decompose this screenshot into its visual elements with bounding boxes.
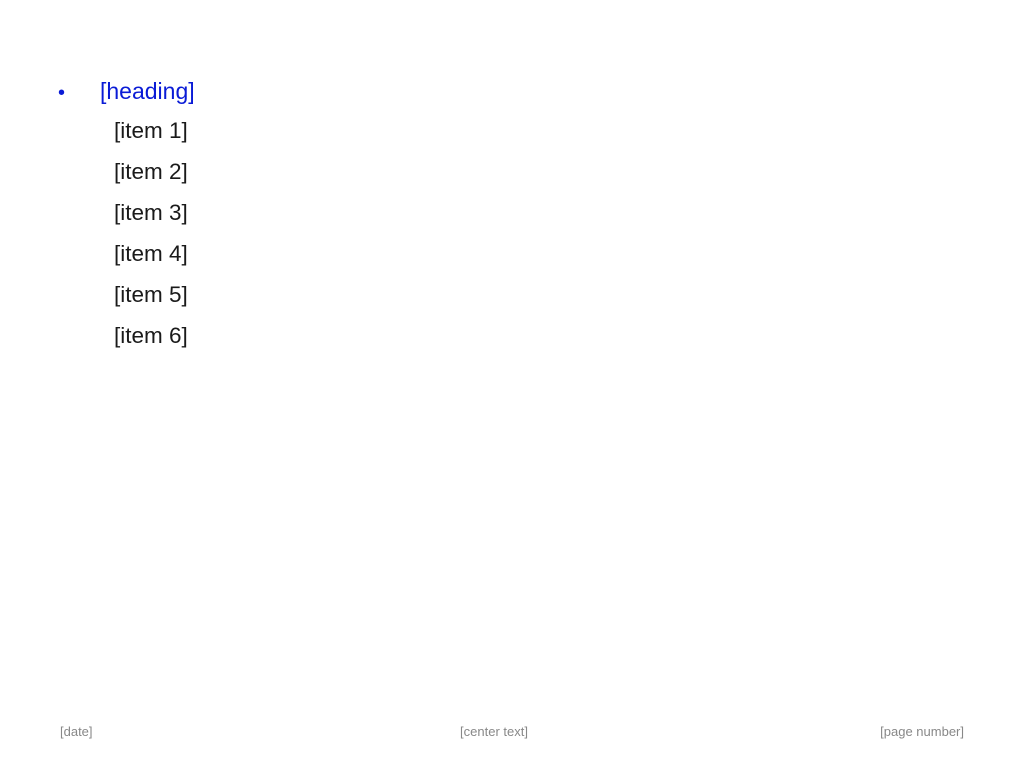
rule-item: [item 3]: [114, 200, 188, 225]
footer-page-number: [page number]: [880, 724, 964, 739]
rule-item: [item 4]: [114, 241, 188, 266]
slide-content: [58, 74, 964, 360]
rule-list: [58, 114, 964, 353]
bullet-icon: •: [58, 82, 66, 104]
bullet-heading-row: [58, 74, 964, 110]
rule-item: [item 5]: [114, 282, 188, 307]
rule-item: [item 1]: [114, 118, 188, 143]
rule-item: [item 6]: [114, 323, 188, 348]
footer-date: [date]: [60, 724, 93, 739]
rule-item: [item 2]: [114, 159, 188, 184]
footer-school-name: [center text]: [460, 724, 528, 739]
sub-heading-title: [heading]: [100, 78, 195, 104]
